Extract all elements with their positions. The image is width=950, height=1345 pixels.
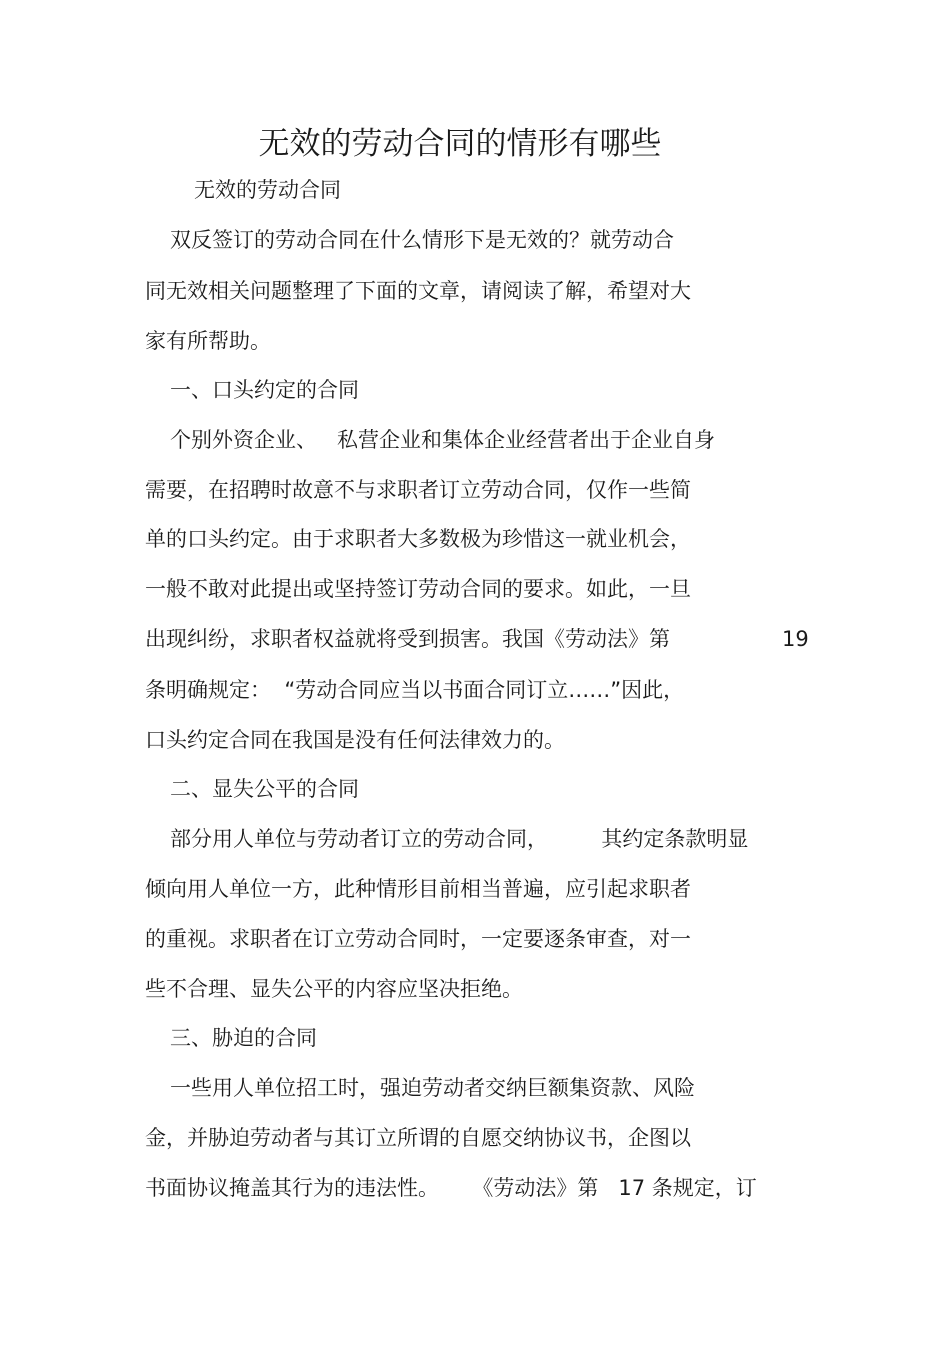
paragraph-line: 一些用人单位招工时，强迫劳动者交纳巨额集资款、风险 xyxy=(170,1076,695,1100)
section-heading: 二、显失公平的合同 xyxy=(170,777,359,801)
paragraph-line: 一般不敢对此提出或坚持签订劳动合同的要求。如此，一旦 xyxy=(145,577,691,601)
paragraph-line: 个别外资企业、 私营企业和集体企业经营者出于企业自身 xyxy=(170,428,716,452)
paragraph-line: 需要，在招聘时故意不与求职者订立劳动合同，仅作一些简 xyxy=(145,478,691,502)
section-heading: 三、胁迫的合同 xyxy=(170,1026,317,1050)
paragraph-line: 倾向用人单位一方，此种情形目前相当普遍，应引起求职者 xyxy=(145,877,691,901)
paragraph-line: 单的口头约定。由于求职者大多数极为珍惜这一就业机会， xyxy=(145,527,691,551)
paragraph-line: 条明确规定： “劳动合同应当以书面合同订立……”因此， xyxy=(145,678,685,702)
paragraph-line: 口头约定合同在我国是没有任何法律效力的。 xyxy=(145,728,565,752)
article-number: 19 xyxy=(782,627,809,651)
section-subtitle: 无效的劳动合同 xyxy=(194,178,341,202)
paragraph-line: 些不合理、显失公平的内容应坚决拒绝。 xyxy=(145,977,523,1001)
paragraph-line: 出现纠纷，求职者权益就将受到损害。我国《劳动法》第 xyxy=(145,627,670,651)
paragraph-line: 家有所帮助。 xyxy=(145,329,271,353)
paragraph-line: 双反签订的劳动合同在什么情形下是无效的？就劳动合 xyxy=(170,228,674,252)
paragraph-line: 同无效相关问题整理了下面的文章，请阅读了解，希望对大 xyxy=(145,279,691,303)
document-title: 无效的劳动合同的情形有哪些 xyxy=(258,126,662,162)
paragraph-line: 的重视。求职者在订立劳动合同时，一定要逐条审查，对一 xyxy=(145,927,691,951)
section-heading: 一、口头约定的合同 xyxy=(170,378,359,402)
paragraph-line: 书面协议掩盖其行为的违法性。 《劳动法》第 17 条规定，订 xyxy=(145,1176,757,1200)
paragraph-line: 金，并胁迫劳动者与其订立所谓的自愿交纳协议书，企图以 xyxy=(145,1126,691,1150)
paragraph-line: 部分用人单位与劳动者订立的劳动合同， 其约定条款明显 xyxy=(170,827,749,851)
